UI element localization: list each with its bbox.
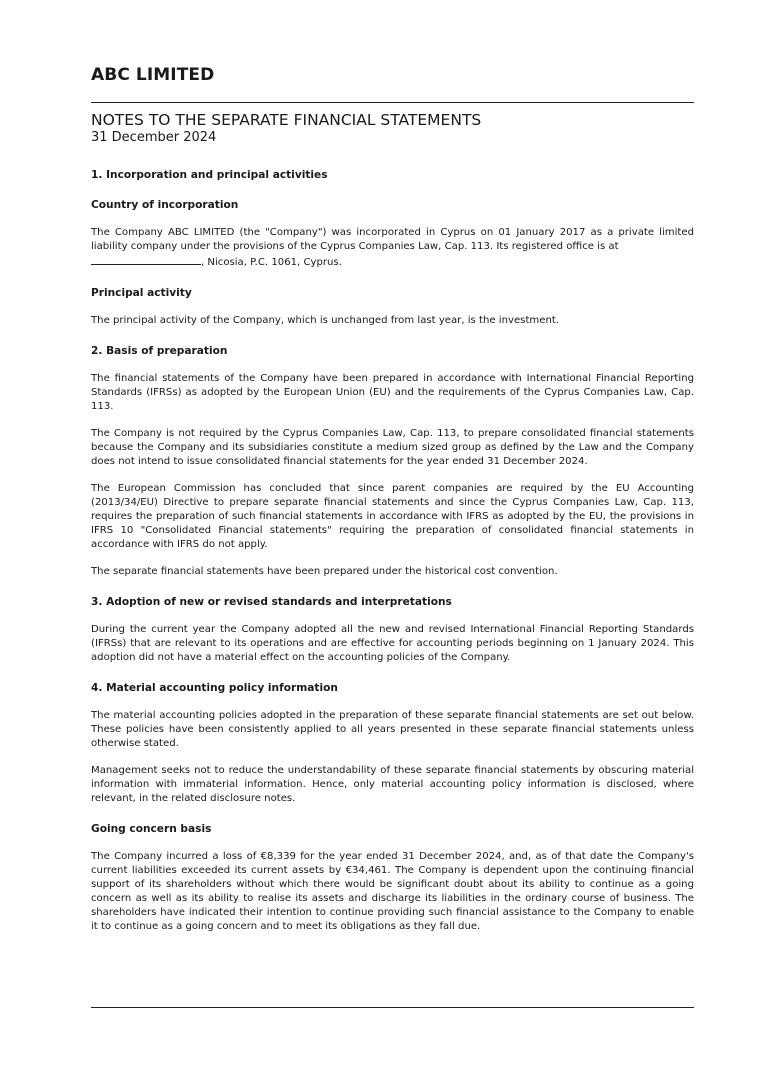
basis-of-preparation-para-3: The European Commission has concluded that since parent companies are required by the EU Accounting (2013/34/EU) Directive to prepare separate financial statements and since the Cyprus Companies Law, Cap. 113, requires the preparation of such financial statements in accordance with IFRS as adopted by the EU, the provisions in IFRS 10 "Consolidated Financial statements" requiring the preparation of consolidated financial statements in accordance with IFRS do not apply. xyxy=(91,483,694,550)
principal-activity-heading: Principal activity xyxy=(91,287,192,299)
adoption-of-standards-para: During the current year the Company adopted all the new and revised International Financial Reporting Standards (IFRSs) that are relevant to its operations and are effective for accounting periods beginning on 1 January 2024. This adoption did not have a material effect on the accounting policies of the Company. xyxy=(91,624,694,663)
document-date: 31 December 2024 xyxy=(91,130,217,145)
registered-office-blank xyxy=(91,254,201,265)
section-3-heading: 3. Adoption of new or revised standards and interpretations xyxy=(91,596,452,608)
going-concern-text: The Company incurred a loss of €8,339 for the year ended 31 December 2024, and, as of that date the Company's current liabilities exceeded its current assets by €34,461. The Company is dependent upon the continuing financial support of its shareholders without which there would be significant doubt about its ability to continue as a going concern as well as its ability to realise its assets and discharge its liabilities in the ordinary course of business. The shareholders have indicated their intention to continue providing such financial assistance to the Company to enable it to continue as a going concern and to meet its obligations as they fall due. xyxy=(91,851,694,932)
basis-of-preparation-para-1: The financial statements of the Company have been prepared in accordance with International Financial Reporting Standards (IFRSs) as adopted by the European Union (EU) and the requirements of the Cyprus Companies Law, Cap. 113. xyxy=(91,373,694,412)
accounting-policy-para-2: Management seeks not to reduce the understandability of these separate financial statements by obscuring material information with immaterial information. Hence, only material accounting policy information is disclosed, where relevant, in the related disclosure notes. xyxy=(91,765,694,804)
basis-of-preparation-para-4: The separate financial statements have been prepared under the historical cost convention. xyxy=(91,566,558,577)
document-title: NOTES TO THE SEPARATE FINANCIAL STATEMENTS xyxy=(91,111,482,129)
principal-activity-text: The principal activity of the Company, which is unchanged from last year, is the investment. xyxy=(91,315,560,326)
section-4-heading: 4. Material accounting policy information xyxy=(91,682,338,694)
going-concern-heading: Going concern basis xyxy=(91,823,212,835)
basis-of-preparation-para-2: The Company is not required by the Cyprus Companies Law, Cap. 113, to prepare consolidated financial statements because the Company and its subsidiaries constitute a medium sized group as defined by the Law and the Company does not intend to issue consolidated financial statements for the year ended 31 December 2024. xyxy=(91,428,694,467)
section-1-heading: 1. Incorporation and principal activities xyxy=(91,169,328,181)
company-name: ABC LIMITED xyxy=(91,65,215,85)
document-page xyxy=(91,64,694,934)
country-text-part-a: The Company ABC LIMITED (the "Company") was incorporated in Cyprus on 01 January 2017 as a private limited liability company under the provisions of the Cyprus Companies Law, Cap. 113. Its registered office is at xyxy=(91,227,694,252)
accounting-policy-para-1: The material accounting policies adopted in the preparation of these separate financial statements are set out below. These policies have been consistently applied to all years presented in these separate financial statements unless otherwise stated. xyxy=(91,710,694,749)
country-of-incorporation-heading: Country of incorporation xyxy=(91,199,239,211)
footer-divider xyxy=(91,1007,694,1008)
section-2-heading: 2. Basis of preparation xyxy=(91,345,228,357)
country-text-part-b: , Nicosia, P.C. 1061, Cyprus. xyxy=(201,257,342,268)
header-divider xyxy=(91,102,694,103)
country-of-incorporation-text xyxy=(91,226,694,270)
